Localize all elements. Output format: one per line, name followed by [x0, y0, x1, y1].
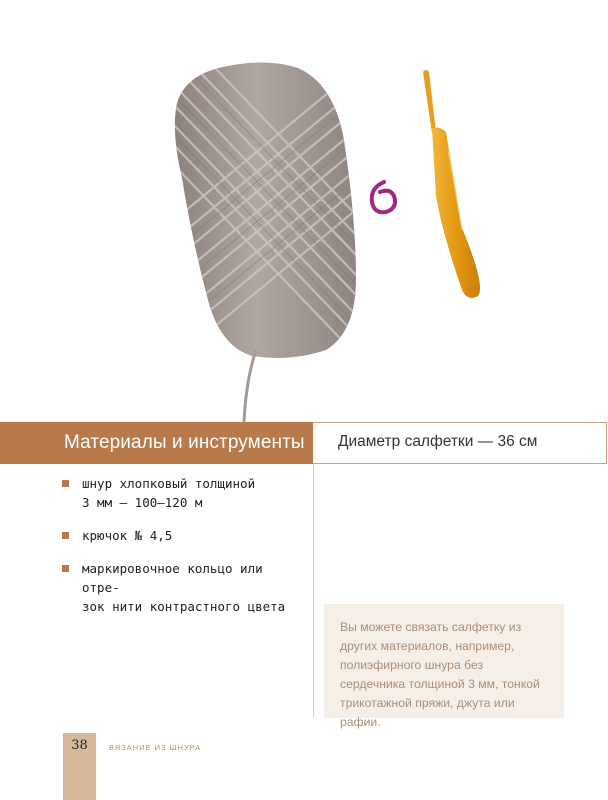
- yarn-ball-image: [150, 0, 380, 422]
- section-title: Материалы и инструменты: [64, 432, 305, 453]
- list-item: [62, 526, 302, 545]
- tip-text: Вы можете связать салфетку из других материалов, например, полиэфирного шнура без сердечника толщиной 3 мм, тонкой трикотажной пряжи, джута или рафии.: [340, 620, 540, 729]
- square-bullet-icon: [62, 480, 69, 487]
- spec-block: [313, 422, 607, 464]
- page-number-tab: [63, 733, 96, 800]
- crochet-hook-image: [423, 70, 480, 298]
- list-item: [62, 559, 302, 616]
- material-text: шнур хлопковый толщиной 3 мм — 100–120 м: [82, 476, 256, 510]
- marker-ring-image: [372, 182, 395, 212]
- material-text: крючок № 4,5: [82, 528, 173, 543]
- tip-box: [324, 604, 564, 729]
- section-title-block: [0, 422, 313, 464]
- square-bullet-icon: [62, 565, 69, 572]
- list-item: [62, 474, 302, 512]
- diameter-spec: Диаметр салфетки — 36 см: [338, 433, 538, 450]
- running-title: ВЯЗАНИЕ ИЗ ШНУРА: [109, 743, 202, 752]
- page-number: 38: [71, 738, 88, 753]
- materials-list: [62, 474, 302, 630]
- square-bullet-icon: [62, 532, 69, 539]
- section-header: [0, 422, 608, 464]
- column-divider: [313, 464, 314, 718]
- material-text: маркировочное кольцо или отре- зок нити контрастного цвета: [82, 561, 286, 614]
